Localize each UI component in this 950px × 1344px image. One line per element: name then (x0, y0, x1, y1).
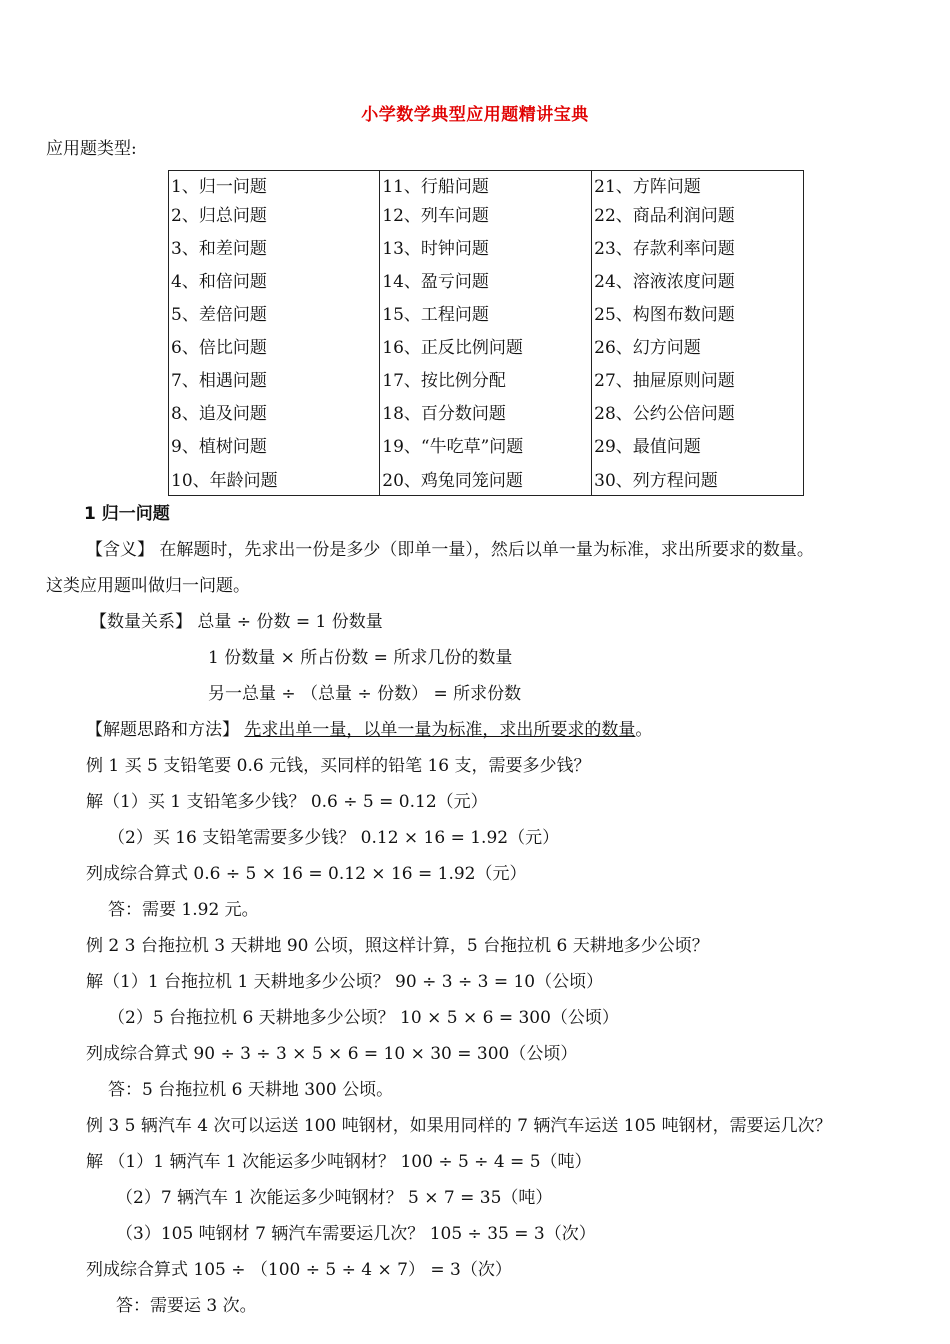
types-cell: 3、和差问题 (169, 230, 380, 263)
types-cell: 2、归总问题 (169, 197, 380, 230)
types-cell: 27、抽屉原则问题 (592, 362, 804, 395)
method-text: 先求出单一量，以单一量为标准，求出所要求的数量 (244, 720, 636, 740)
types-row (169, 329, 804, 362)
types-cell: 24、溶液浓度问题 (592, 263, 804, 296)
types-cell: 9、植树问题 (169, 428, 380, 461)
example-3-answer: 答：需要运 3 次。 (116, 1296, 257, 1316)
meaning-line-2: 这类应用题叫做归一问题。 (46, 576, 250, 596)
example-3-question: 例 3 5 辆汽车 4 次可以运送 100 吨钢材，如果用同样的 7 辆汽车运送 105 吨钢材，需要运几次？ (86, 1116, 832, 1136)
types-cell: 16、正反比例问题 (380, 329, 592, 362)
types-row (169, 171, 804, 198)
types-row (169, 230, 804, 263)
types-cell: 28、公约公倍问题 (592, 395, 804, 428)
types-row (169, 296, 804, 329)
relation-line-1: 【数量关系】 总量 ÷ 份数 = 1 份数量 (90, 612, 383, 632)
types-cell: 13、时钟问题 (380, 230, 592, 263)
types-cell: 29、最值问题 (592, 428, 804, 461)
section-heading: 1 归一问题 (84, 504, 170, 524)
relation-line-2: 1 份数量 × 所占份数 = 所求几份的数量 (208, 648, 513, 668)
problem-types-table (168, 170, 804, 496)
types-row (169, 395, 804, 428)
types-row (169, 362, 804, 395)
example-3-step-3: （3）105 吨钢材 7 辆汽车需要运几次？ 105 ÷ 35 = 3（次） (116, 1224, 596, 1244)
types-cell: 30、列方程问题 (592, 461, 804, 496)
method-line (86, 719, 652, 741)
example-2-step-1: 解（1）1 台拖拉机 1 天耕地多少公顷？ 90 ÷ 3 ÷ 3 = 10（公顷） (86, 972, 604, 992)
relation-line-3: 另一总量 ÷ （总量 ÷ 份数） = 所求份数 (208, 684, 522, 704)
types-cell: 23、存款利率问题 (592, 230, 804, 263)
types-cell: 18、百分数问题 (380, 395, 592, 428)
types-cell: 26、幻方问题 (592, 329, 804, 362)
example-2-step-2: （2）5 台拖拉机 6 天耕地多少公顷？ 10 × 5 × 6 = 300（公顷） (108, 1008, 619, 1028)
types-cell: 7、相遇问题 (169, 362, 380, 395)
types-cell: 4、和倍问题 (169, 263, 380, 296)
example-1-formula: 列成综合算式 0.6 ÷ 5 × 16 = 0.12 × 16 = 1.92（元） (86, 864, 527, 884)
types-cell: 17、按比例分配 (380, 362, 592, 395)
method-end: 。 (635, 720, 653, 740)
types-cell: 12、列车问题 (380, 197, 592, 230)
example-1-step-1: 解（1）买 1 支铅笔多少钱？ 0.6 ÷ 5 = 0.12（元） (86, 792, 488, 812)
method-label: 【解题思路和方法】 (86, 720, 245, 740)
types-cell: 22、商品利润问题 (592, 197, 804, 230)
types-row (169, 263, 804, 296)
example-3-step-2: （2）7 辆汽车 1 次能运多少吨钢材？ 5 × 7 = 35（吨） (116, 1188, 553, 1208)
types-cell: 10、年龄问题 (169, 461, 380, 496)
types-cell: 14、盈亏问题 (380, 263, 592, 296)
types-row (169, 461, 804, 496)
types-cell: 20、鸡兔同笼问题 (380, 461, 592, 496)
types-cell: 1、归一问题 (169, 171, 380, 198)
example-2-formula: 列成综合算式 90 ÷ 3 ÷ 3 × 5 × 6 = 10 × 30 = 300（公顷） (86, 1044, 578, 1064)
types-row (169, 197, 804, 230)
types-cell: 25、构图布数问题 (592, 296, 804, 329)
example-3-formula: 列成综合算式 105 ÷ （100 ÷ 5 ÷ 4 × 7） = 3（次） (86, 1260, 512, 1280)
example-2-answer: 答：5 台拖拉机 6 天耕地 300 公顷。 (108, 1080, 394, 1100)
example-1-answer: 答：需要 1.92 元。 (108, 900, 259, 920)
types-cell: 8、追及问题 (169, 395, 380, 428)
types-label: 应用题类型: (46, 139, 137, 159)
types-cell: 5、差倍问题 (169, 296, 380, 329)
meaning-line-1: 【含义】 在解题时，先求出一份是多少（即单一量），然后以单一量为标准，求出所要求的数量。 (86, 540, 814, 560)
types-row (169, 428, 804, 461)
types-cell: 6、倍比问题 (169, 329, 380, 362)
example-3-step-1: 解 （1）1 辆汽车 1 次能运多少吨钢材？ 100 ÷ 5 ÷ 4 = 5（吨） (86, 1152, 592, 1172)
example-1-question: 例 1 买 5 支铅笔要 0.6 元钱，买同样的铅笔 16 支，需要多少钱？ (86, 756, 591, 776)
example-1-step-2: （2）买 16 支铅笔需要多少钱？ 0.12 × 16 = 1.92（元） (108, 828, 560, 848)
page-title: 小学数学典型应用题精讲宝典 (361, 105, 589, 125)
types-cell: 15、工程问题 (380, 296, 592, 329)
types-cell: 21、方阵问题 (592, 171, 804, 198)
types-cell: 11、行船问题 (380, 171, 592, 198)
example-2-question: 例 2 3 台拖拉机 3 天耕地 90 公顷，照这样计算，5 台拖拉机 6 天耕地多少公顷？ (86, 936, 709, 956)
types-cell: 19、“牛吃草”问题 (380, 428, 592, 461)
